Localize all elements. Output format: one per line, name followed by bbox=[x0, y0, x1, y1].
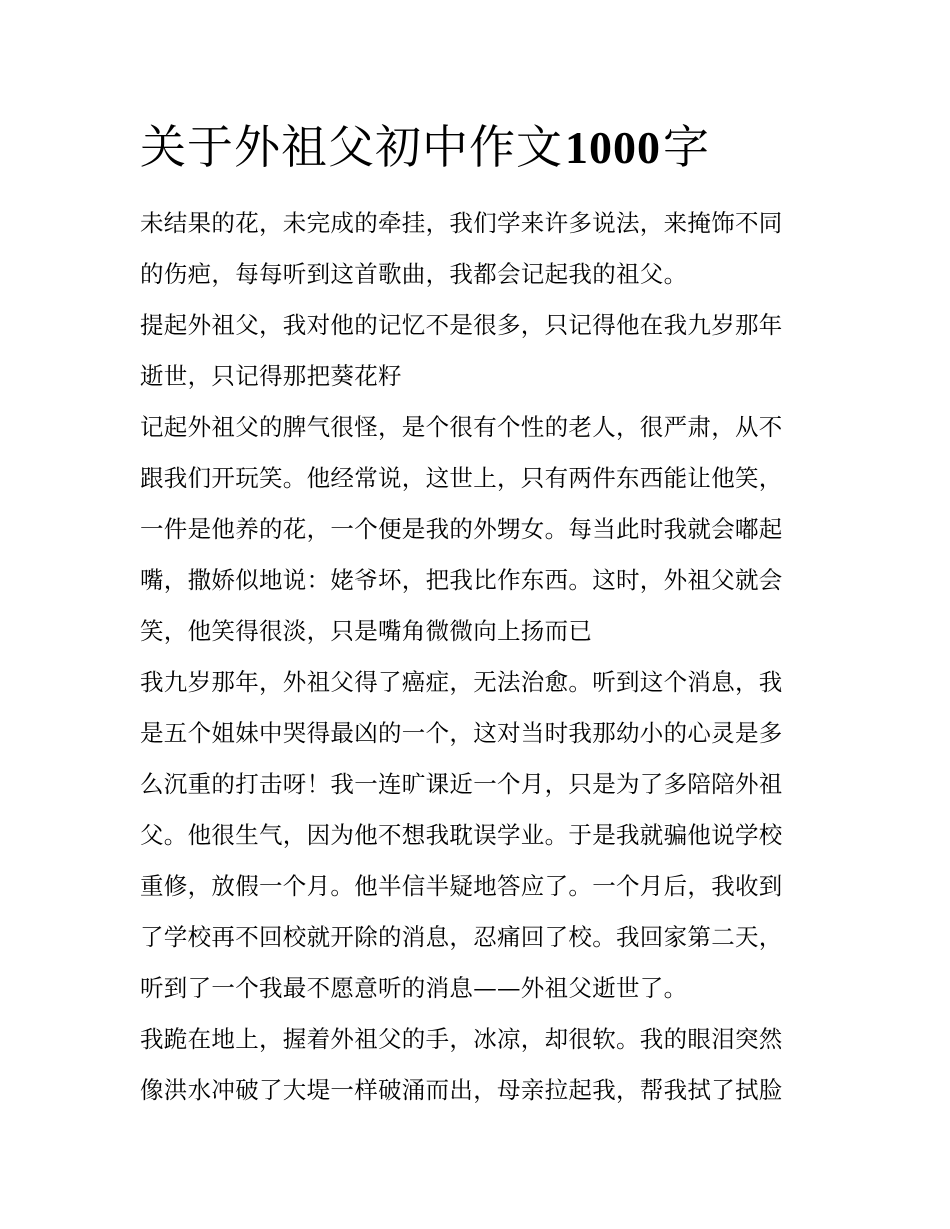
title-suffix: 字 bbox=[663, 120, 710, 174]
text-line: 像洪水冲破了大堤一样破涌而出，母亲拉起我，帮我拭了拭脸 bbox=[140, 1076, 783, 1104]
text-line: 父。他很生气，因为他不想我耽误学业。于是我就骗他说学校 bbox=[140, 821, 783, 849]
text-line: 记起外祖父的脾气很怪，是个很有个性的老人，很严肃，从不 bbox=[140, 413, 783, 441]
paragraph-1 bbox=[140, 198, 820, 300]
text-line: 笑，他笑得很淡，只是嘴角微微向上扬而已 bbox=[140, 617, 593, 645]
title-prefix: 关于外祖父初中作文 bbox=[140, 120, 563, 174]
paragraph-2 bbox=[140, 300, 820, 402]
text-line: 了学校再不回校就开除的消息，忍痛回了校。我回家第二天， bbox=[140, 923, 783, 951]
document-title bbox=[140, 112, 820, 183]
text-line: 未结果的花，未完成的牵挂，我们学来许多说法，来掩饰不同 bbox=[140, 209, 783, 237]
text-line: 嘴，撒娇似地说：姥爷坏，把我比作东西。这时，外祖父就会 bbox=[140, 566, 783, 594]
text-line: 跟我们开玩笑。他经常说，这世上，只有两件东西能让他笑， bbox=[140, 464, 783, 492]
document-body bbox=[140, 198, 820, 1116]
text-line: 一件是他养的花，一个便是我的外甥女。每当此时我就会嘟起 bbox=[140, 515, 783, 543]
text-line: 重修，放假一个月。他半信半疑地答应了。一个月后，我收到 bbox=[140, 872, 783, 900]
text-line: 是五个姐妹中哭得最凶的一个，这对当时我那幼小的心灵是多 bbox=[140, 719, 783, 747]
paragraph-3 bbox=[140, 402, 820, 657]
text-line: 我九岁那年，外祖父得了癌症，无法治愈。听到这个消息，我 bbox=[140, 668, 783, 696]
text-line: 么沉重的打击呀！我一连旷课近一个月，只是为了多陪陪外祖 bbox=[140, 770, 783, 798]
paragraph-4 bbox=[140, 657, 820, 1014]
title-number: 1000 bbox=[565, 122, 661, 173]
text-line: 提起外祖父，我对他的记忆不是很多，只记得他在我九岁那年 bbox=[140, 311, 783, 339]
text-line: 听到了一个我最不愿意听的消息——外祖父逝世了。 bbox=[140, 974, 688, 1002]
text-line: 的伤疤，每每听到这首歌曲，我都会记起我的祖父。 bbox=[140, 260, 688, 288]
text-line: 我跪在地上，握着外祖父的手，冰凉，却很软。我的眼泪突然 bbox=[140, 1025, 783, 1053]
text-line: 逝世，只记得那把葵花籽 bbox=[140, 362, 402, 390]
paragraph-5 bbox=[140, 1014, 820, 1116]
